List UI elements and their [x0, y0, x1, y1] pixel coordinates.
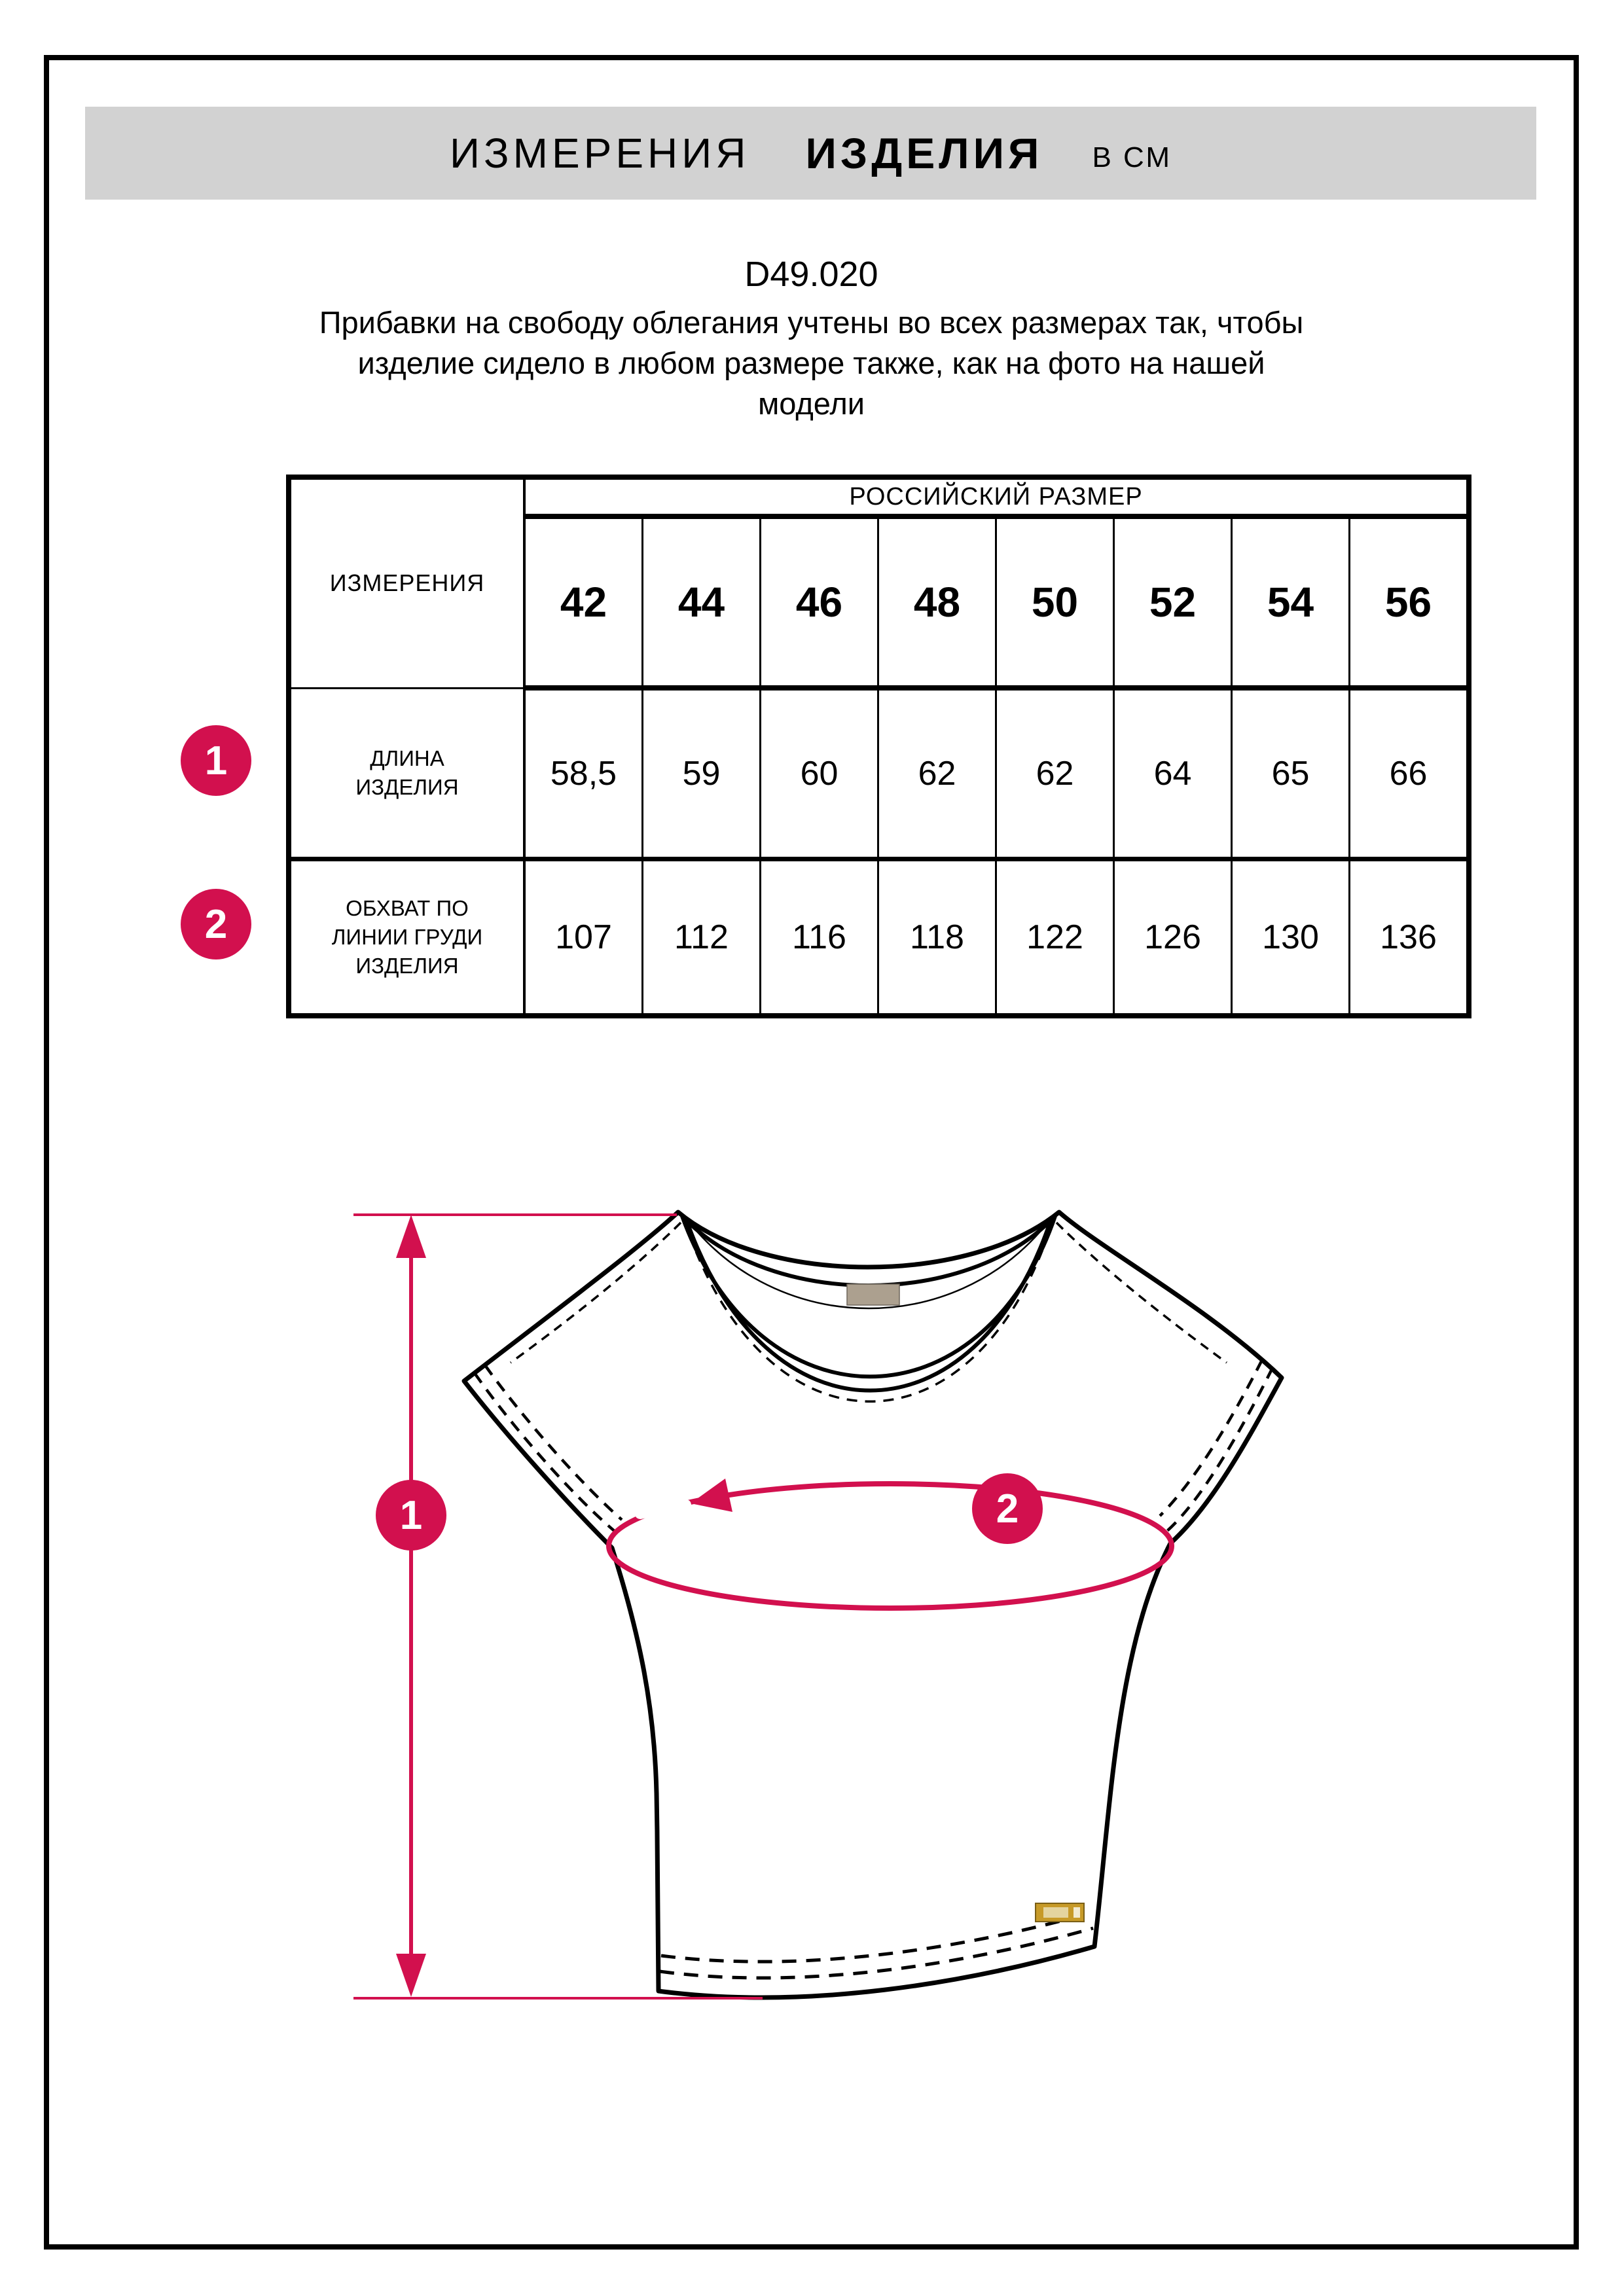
length-value-54: 65 — [1232, 688, 1350, 859]
size-header-50: 50 — [996, 516, 1114, 688]
chest-value-50: 122 — [996, 859, 1114, 1016]
size-header-56: 56 — [1350, 516, 1470, 688]
fit-note-line-2: изделие сидело в любом размере также, как на фото на нашей — [357, 346, 1265, 380]
size-header-48: 48 — [878, 516, 996, 688]
table-corner-label: ИЗМЕРЕНИЯ — [289, 477, 524, 688]
chest-value-52: 126 — [1114, 859, 1232, 1016]
length-value-44: 59 — [643, 688, 761, 859]
fit-note-line-1: Прибавки на свободу облегания учтены во всех размерах так, чтобы — [319, 305, 1304, 340]
length-value-50: 62 — [996, 688, 1114, 859]
table-marker-2: 2 — [181, 889, 251, 960]
diagram-marker-length: 1 — [376, 1480, 446, 1551]
fit-note-line-3: модели — [757, 386, 865, 421]
size-header-46: 46 — [761, 516, 878, 688]
length-value-56: 66 — [1350, 688, 1470, 859]
row-label-chest: ОБХВАТ ПО ЛИНИИ ГРУДИ ИЗДЕЛИЯ — [289, 859, 524, 1016]
length-arrow-down — [396, 1954, 426, 1997]
size-header-52: 52 — [1114, 516, 1232, 688]
hem-tag-end-mark — [1074, 1907, 1080, 1918]
tshirt-outline — [464, 1212, 1282, 1998]
chest-value-44: 112 — [643, 859, 761, 1016]
chest-value-46: 116 — [761, 859, 878, 1016]
size-header-54: 54 — [1232, 516, 1350, 688]
diagram-marker-chest: 2 — [972, 1473, 1043, 1544]
chest-value-56: 136 — [1350, 859, 1470, 1016]
neck-label — [847, 1284, 899, 1305]
table-marker-1: 1 — [181, 725, 251, 796]
length-arrow-up — [396, 1215, 426, 1258]
length-value-46: 60 — [761, 688, 878, 859]
product-code: D49.020 — [744, 255, 878, 294]
page-title-word-garment: ИЗДЕЛИЯ — [805, 129, 1043, 177]
length-value-42: 58,5 — [524, 688, 643, 859]
size-header-44: 44 — [643, 516, 761, 688]
page-title-units: В СМ — [1092, 141, 1172, 173]
table-group-header: РОССИЙСКИЙ РАЗМЕР — [524, 477, 1469, 516]
chest-value-54: 130 — [1232, 859, 1350, 1016]
row-label-length: ДЛИНА ИЗДЕЛИЯ — [289, 688, 524, 859]
size-header-42: 42 — [524, 516, 643, 688]
page-title-word-measurements: ИЗМЕРЕНИЯ — [450, 130, 750, 177]
length-value-48: 62 — [878, 688, 996, 859]
chest-value-48: 118 — [878, 859, 996, 1016]
hem-tag-text-mark — [1043, 1907, 1068, 1918]
length-value-52: 64 — [1114, 688, 1232, 859]
chest-value-42: 107 — [524, 859, 643, 1016]
